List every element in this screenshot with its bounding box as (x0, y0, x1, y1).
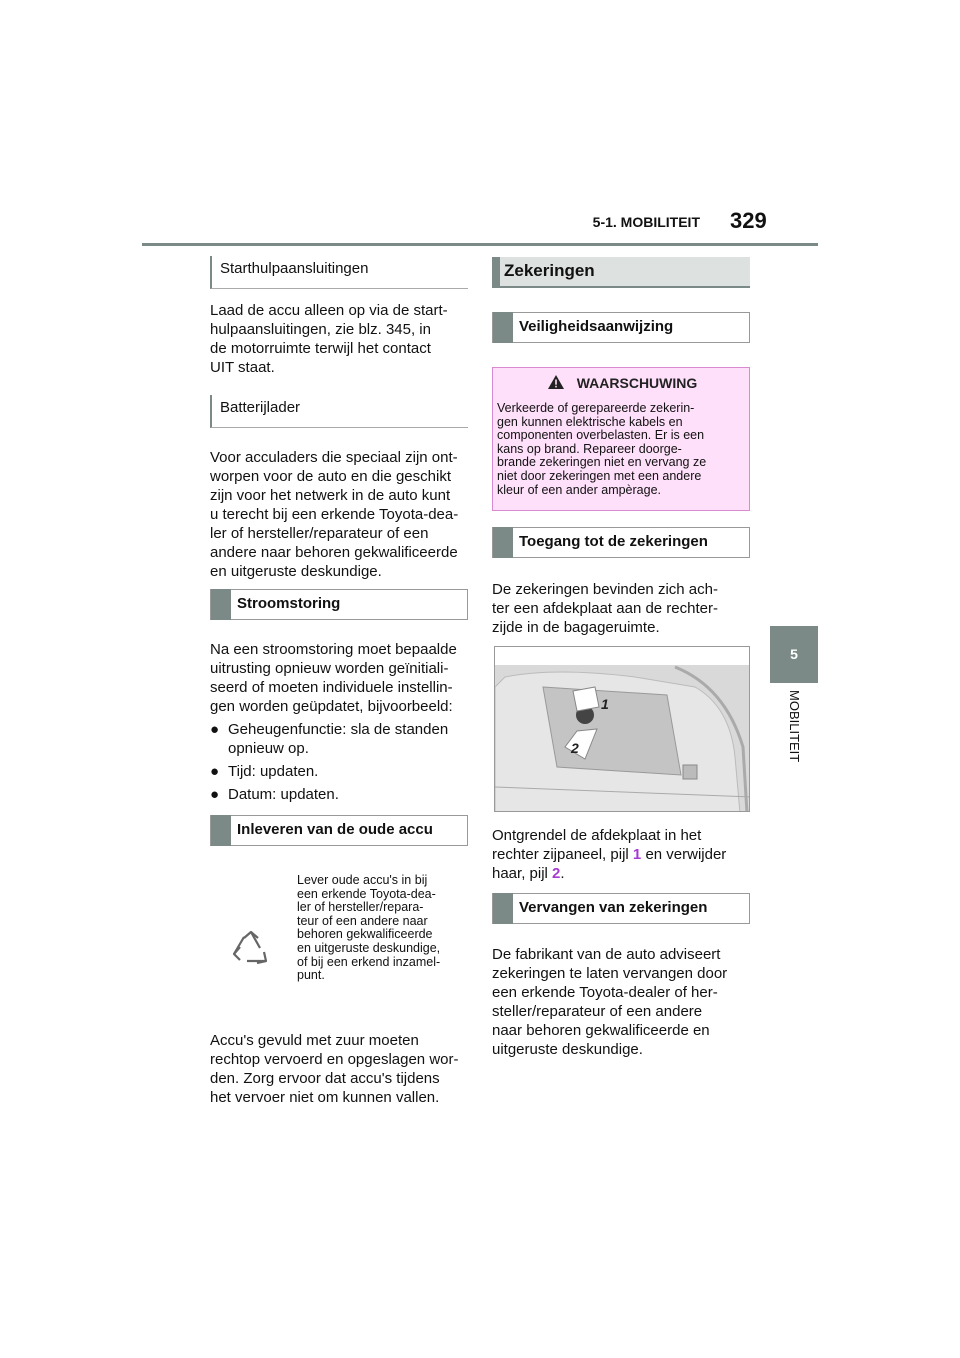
chapter-tab: 5 (770, 626, 818, 683)
text-line: naar behoren gekwalificeerde en (492, 1022, 710, 1039)
text-line: ter een afdekplaat aan de rechter- (492, 600, 718, 617)
text-line: De zekeringen bevinden zich ach- (492, 581, 718, 598)
text-line: Accu's gevuld met zuur moeten (210, 1032, 419, 1049)
warning-title-text: WAARSCHUWING (576, 375, 698, 391)
text-line: de motorruimte terwijl het contact (210, 340, 431, 357)
text-line: Verkeerde of gerepareerde zekerin- (497, 401, 695, 415)
text-line: kans op brand. Repareer doorge- (497, 441, 682, 456)
chapter-label (770, 690, 818, 820)
text-line: seerd of moeten individuele instellin- (210, 679, 453, 696)
text-line: een erkende Toyota-dealer of her- (492, 984, 718, 1001)
text-line: zijn voor het netwerk in de auto kunt (210, 487, 451, 504)
text-line: Voor acculaders die speciaal zijn ont- (210, 449, 458, 466)
bullet-text: Geheugenfunctie: sla de standen (228, 721, 449, 738)
bullet-text: opnieuw op. (228, 740, 309, 757)
trunk-figure (494, 646, 750, 812)
paragraph-toegang (492, 580, 757, 637)
warning-body (497, 402, 745, 497)
text-line (492, 845, 757, 864)
text-line: punt. (297, 968, 325, 983)
callout-2: 2 (552, 865, 561, 882)
text-span: . (560, 865, 565, 882)
text-line: De fabrikant van de auto adviseert (492, 946, 721, 963)
heading-toegang: Toegang tot de zekeringen (492, 527, 750, 558)
heading-batterijlader: Batterijlader (210, 395, 468, 428)
text-line: zijde in de bagageruimte. (492, 619, 660, 636)
trunk-illustration (495, 647, 750, 812)
text-line: en uitgeruste deskundige, (297, 940, 441, 955)
heading-zekeringen: Zekeringen (492, 257, 750, 288)
text-line: het vervoer niet om kunnen vallen. (210, 1089, 440, 1106)
text-line: zekeringen te laten vervangen door (492, 965, 728, 982)
text-line: steller/reparateur of een andere (492, 1003, 703, 1020)
text-line: Laad de accu alleen op via de start- (210, 302, 448, 319)
bullet-icon: ● (210, 721, 220, 738)
text-line: niet door zekeringen met een andere (497, 468, 702, 483)
warning-box (492, 367, 750, 511)
list-item (210, 785, 460, 804)
recycle-icon (230, 928, 272, 970)
text-line: een erkende Toyota-dea- (297, 886, 436, 901)
text-line: den. Zorg ervoor dat accu's tijdens (210, 1070, 440, 1087)
text-line: Na een stroomstoring moet bepaalde (210, 641, 457, 658)
text-line: gen worden geüpdatet, bijvoorbeeld: (210, 698, 453, 715)
heading-veiligheid: Veiligheidsaanwijzing (492, 312, 750, 343)
text-line: hulpaansluitingen, zie blz. 345, in (210, 321, 431, 338)
paragraph-ontgrendel (492, 826, 757, 883)
text-span: rechter zijpaneel, pijl (492, 846, 629, 863)
paragraph-starthulp (210, 301, 475, 377)
heading-starthulp: Starthulpaansluitingen (210, 256, 468, 289)
heading-stroomstoring: Stroomstoring (210, 589, 468, 620)
text-line: u terecht bij een erkende Toyota-dea- (210, 506, 459, 523)
bullet-icon: ● (210, 786, 220, 803)
text-line: uitrusting opnieuw worden geïnitiali- (210, 660, 449, 677)
text-line: en uitgeruste deskundige. (210, 563, 382, 580)
text-line: gen kunnen elektrische kabels en (497, 414, 683, 429)
list-item (210, 762, 460, 781)
list-item (210, 720, 460, 758)
bullet-text: Tijd: updaten. (228, 763, 319, 780)
bullet-text: Datum: updaten. (228, 786, 339, 803)
text-line: andere naar behoren gekwalificeerde (210, 544, 458, 561)
text-line: Lever oude accu's in bij (297, 873, 428, 887)
text-line: behoren gekwalificeerde (297, 927, 433, 942)
text-line: UIT staat. (210, 359, 275, 376)
text-line: ler of hersteller/repara- (297, 900, 424, 915)
heading-vervangen: Vervangen van zekeringen (492, 893, 750, 924)
text-line: of bij een erkend inzamel- (297, 954, 441, 969)
recycle-note (297, 874, 467, 983)
chapter-label-text: MOBILITEIT (787, 690, 802, 763)
header-rule (142, 243, 818, 246)
text-line: ler of hersteller/reparateur of een (210, 525, 429, 542)
text-line (492, 864, 757, 883)
figure-callout-2: 2 (571, 740, 579, 756)
warning-title (493, 374, 751, 393)
paragraph-batterijlader (210, 448, 475, 581)
paragraph-vervangen (492, 945, 757, 1059)
paragraph-accu (210, 1031, 475, 1107)
text-line: brande zekeringen niet en vervang ze (497, 455, 707, 470)
text-line: uitgeruste deskundige. (492, 1041, 643, 1058)
text-line: worpen voor de auto en die geschikt (210, 468, 451, 485)
bullet-icon: ● (210, 763, 220, 780)
text-line: kleur of een ander ampèrage. (497, 482, 661, 497)
text-line: Ontgrendel de afdekplaat in het (492, 827, 702, 844)
text-span: haar, pijl (492, 865, 548, 882)
text-line: rechtop vervoerd en opgeslagen wor- (210, 1051, 459, 1068)
text-line: componenten overbelasten. Er is een (497, 428, 705, 443)
figure-callout-1: 1 (601, 696, 609, 712)
page-number: 329 (730, 208, 767, 233)
heading-inleveren: Inleveren van de oude accu (210, 815, 468, 846)
text-span: en verwijder (645, 846, 727, 863)
warning-icon (547, 374, 565, 393)
paragraph-stroomstoring (210, 640, 475, 716)
running-header-section: 5-1. MOBILITEIT (592, 214, 700, 230)
text-line: teur of een andere naar (297, 913, 428, 928)
callout-1: 1 (632, 846, 642, 863)
